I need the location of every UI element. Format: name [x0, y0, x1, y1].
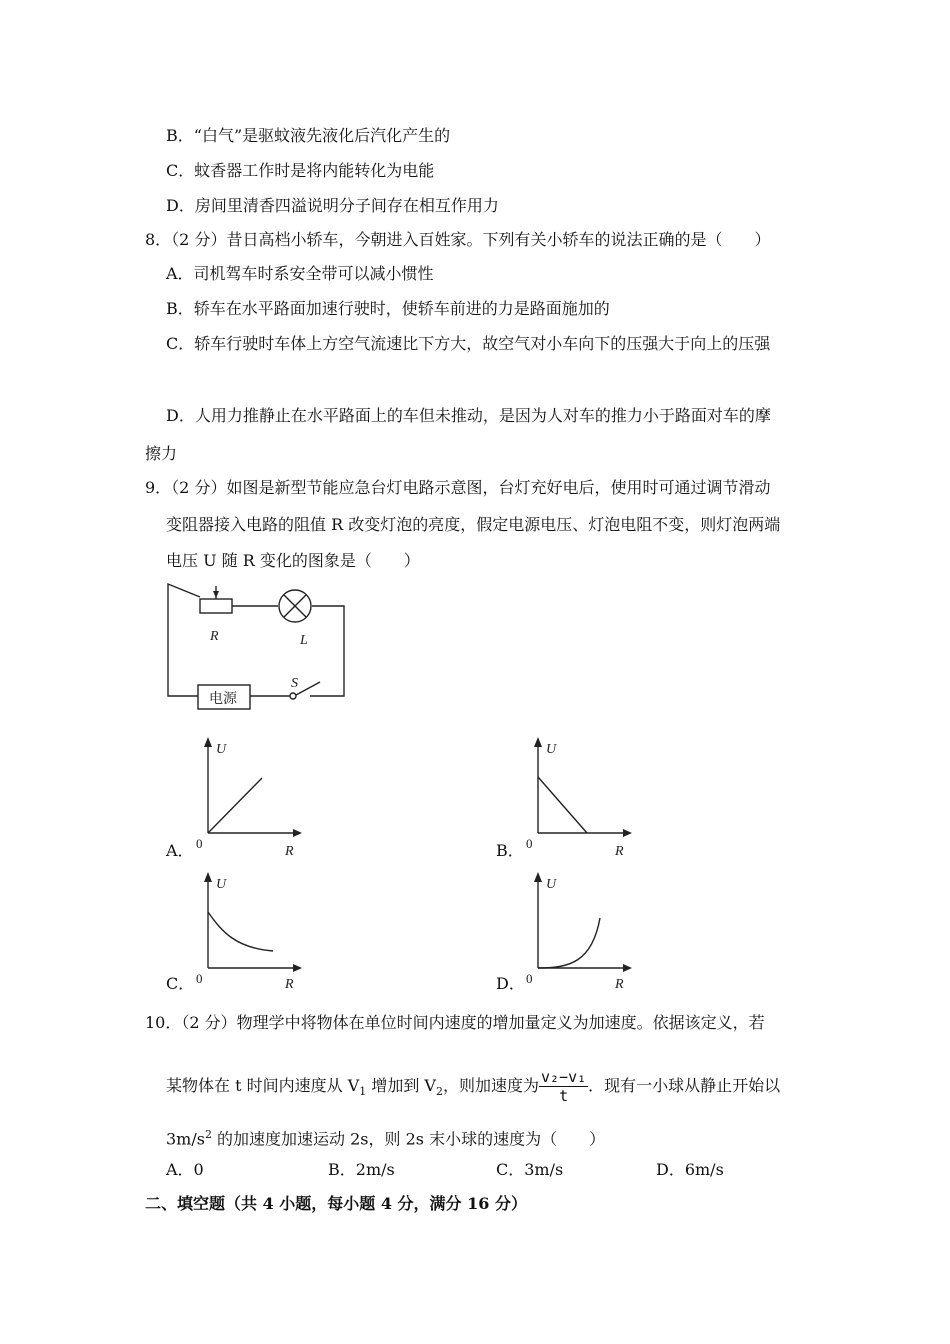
- q10-line3-post: 的加速度加速运动 2s，则 2s 末小球的速度为（ ）: [211, 1129, 606, 1149]
- graph-d-label: D．: [496, 974, 525, 993]
- q8-option-a: A．司机驾车时系安全带可以减小惯性: [166, 264, 434, 283]
- l-label: L: [300, 633, 308, 648]
- q9-stem-line3: 电压 U 随 R 变化的图象是（ ）: [166, 551, 420, 570]
- graph-c-axis-r: R: [285, 977, 294, 992]
- acceleration-fraction: [539, 1068, 588, 1105]
- graph-d-axis-u: U: [546, 877, 557, 892]
- r-label: R: [210, 629, 219, 644]
- q10-line2-mid: 增加到 V: [366, 1076, 436, 1095]
- q8-option-b: B．轿车在水平路面加速行驶时，使轿车前进的力是路面施加的: [166, 299, 610, 318]
- q10-line2-post: ．现有一小球从静止开始以: [588, 1076, 781, 1095]
- q10-sup: 2: [204, 1128, 212, 1141]
- graph-a-label: A．: [166, 841, 194, 860]
- wire-left: [168, 584, 200, 696]
- graph-b-label: B．: [496, 841, 524, 860]
- graph-b-axis-r: R: [615, 844, 624, 859]
- fraction-numerator: v₂−v₁: [541, 1068, 587, 1086]
- q10-option-d: D．6m/s: [656, 1160, 724, 1179]
- q10-stem-line2: [166, 1066, 780, 1106]
- q7-option-b: B．“白气”是驱蚊液先液化后汽化产生的: [166, 126, 451, 145]
- graph-a: [190, 735, 310, 860]
- rheostat: [200, 599, 232, 613]
- source-label: 电源: [209, 692, 237, 707]
- graph-d-axis-r: R: [615, 977, 624, 992]
- graph-b: [520, 735, 640, 860]
- circuit-diagram: [160, 578, 360, 718]
- q7-option-c: C．蚊香器工作时是将内能转化为电能: [166, 161, 435, 180]
- q10-option-c: C．3m/s: [496, 1160, 564, 1179]
- graph-d: [520, 870, 640, 995]
- q10-line2-mid2: ，则加速度为: [442, 1076, 539, 1095]
- graph-c-curve: [208, 912, 273, 951]
- graph-a-origin: 0: [196, 836, 203, 851]
- q10-line2-pre: 某物体在 t 时间内速度从 V: [166, 1076, 360, 1095]
- q10-sub2: 2: [435, 1085, 443, 1099]
- wire-right: [310, 606, 344, 696]
- graph-a-axis-r: R: [285, 844, 294, 859]
- q9-stem-line2: 变阻器接入电路的阻值 R 改变灯泡的亮度，假定电源电压、灯泡电阻不变，则灯泡两端: [166, 515, 781, 534]
- switch-contact: [290, 693, 296, 699]
- graph-a-curve: [208, 778, 262, 833]
- graph-c: [190, 870, 310, 995]
- q8-option-d-line2: 擦力: [145, 444, 178, 463]
- graph-a-axis-u: U: [216, 742, 227, 757]
- q10-stem-line3: [166, 1124, 605, 1150]
- q10-option-b: B．2m/s: [328, 1160, 395, 1179]
- graph-c-axis-u: U: [216, 877, 227, 892]
- graph-d-origin: 0: [526, 971, 533, 986]
- q10-option-a: A．0: [166, 1160, 204, 1179]
- s-label: S: [291, 676, 298, 691]
- q9-stem-line1: 9．（2 分）如图是新型节能应急台灯电路示意图，台灯充好电后，使用时可通过调节滑动: [145, 478, 771, 497]
- q8-option-d-line1: D．人用力推静止在水平路面上的车但未推动，是因为人对车的推力小于路面对车的摩: [166, 406, 771, 425]
- graph-b-curve: [538, 777, 587, 833]
- fraction-denominator: t: [559, 1087, 569, 1105]
- graph-d-curve: [538, 918, 600, 968]
- section-2-heading: 二、填空题（共 4 小题，每小题 4 分，满分 16 分）: [145, 1194, 527, 1213]
- q7-option-d: D．房间里清香四溢说明分子间存在相互作用力: [166, 196, 499, 215]
- q10-stem-line1: 10．（2 分）物理学中将物体在单位时间内速度的增加量定义为加速度。依据该定义，若: [145, 1013, 765, 1032]
- q10-sub1: 1: [359, 1085, 367, 1099]
- q8-option-c: C．轿车行驶时车体上方空气流速比下方大，故空气对小车向下的压强大于向上的压强: [166, 334, 771, 353]
- graph-b-origin: 0: [526, 836, 533, 851]
- graph-c-origin: 0: [196, 971, 203, 986]
- q8-stem: 8．（2 分）昔日高档小轿车，今朝进入百姓家。下列有关小轿车的说法正确的是（ ）: [145, 230, 771, 249]
- graph-c-label: C．: [166, 974, 195, 993]
- switch-blade: [296, 682, 320, 695]
- q10-line3-pre: 3m/s: [166, 1129, 205, 1149]
- graph-b-axis-u: U: [546, 742, 557, 757]
